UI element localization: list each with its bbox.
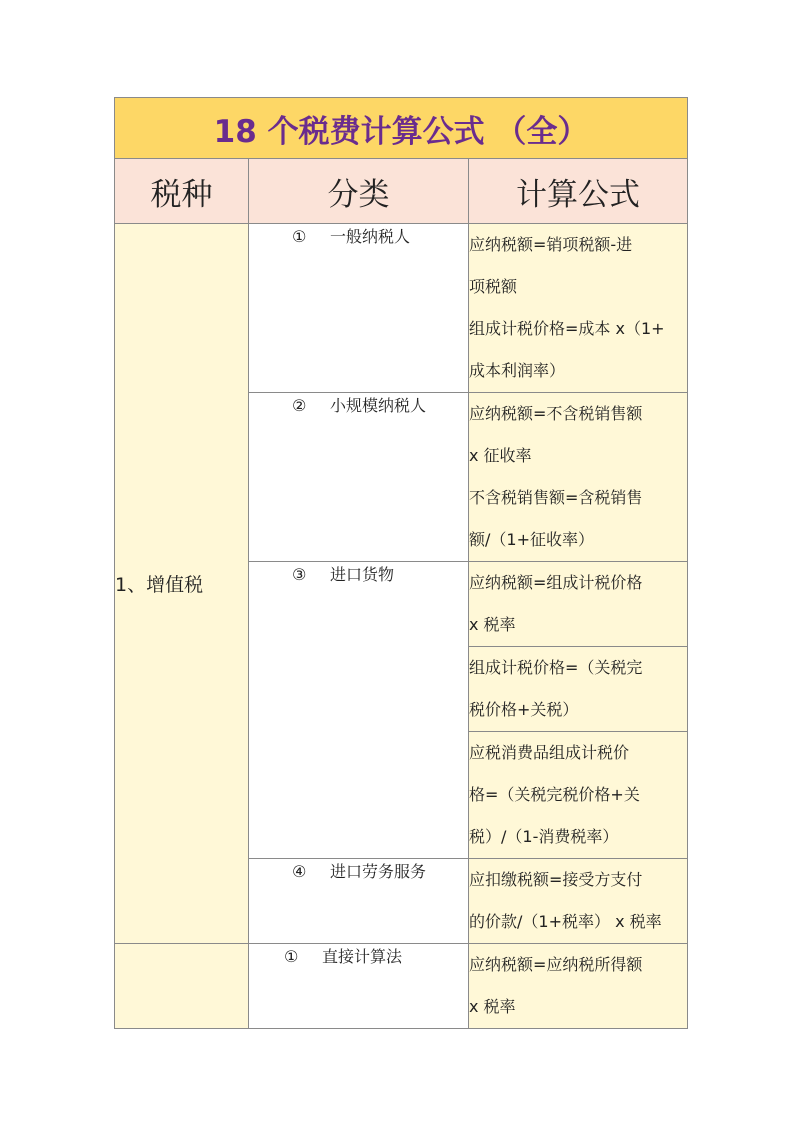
category-label: 进口货物 (330, 565, 395, 584)
category-label: 小规模纳税人 (330, 396, 427, 415)
category-label: 进口劳务服务 (330, 862, 427, 881)
category-label: 直接计算法 (322, 947, 403, 966)
category-direct-calculation (249, 944, 469, 1029)
title-row (115, 98, 688, 159)
table-row (115, 224, 688, 393)
category-small-scale-taxpayer (249, 393, 469, 562)
formula-line: 应纳税额=组成计税价格 (469, 573, 643, 592)
category-general-taxpayer (249, 224, 469, 393)
category-imported-services (249, 859, 469, 944)
header-tax: 税种 (115, 159, 249, 224)
tax-formula-table (114, 97, 688, 1029)
formula-general-taxpayer (469, 224, 688, 393)
formula-line: 税）/（1-消费税率） (469, 827, 619, 846)
formula-line: 格=（关税完税价格+关 (469, 785, 640, 804)
formula-line: 应纳税额=应纳税所得额 (469, 955, 643, 974)
formula-line: 应扣缴税额=接受方支付 (469, 870, 643, 889)
table-title: 18 个税费计算公式 （全） (115, 98, 688, 159)
formula-line: x 税率 (469, 615, 516, 634)
category-number: ④ (292, 862, 307, 881)
header-category: 分类 (249, 159, 469, 224)
tax-name-vat: 1、增值税 (115, 224, 249, 944)
table-row (115, 944, 688, 1029)
formula-line: x 征收率 (469, 446, 532, 465)
formula-line: 组成计税价格=成本 x（1+ (469, 319, 665, 338)
category-number: ① (284, 947, 299, 966)
formula-line: x 税率 (469, 997, 516, 1016)
formula-line: 额/（1+征收率） (469, 530, 594, 549)
formula-imported-goods-2 (469, 647, 688, 732)
formula-line: 应纳税额=不含税销售额 (469, 404, 643, 423)
formula-line: 项税额 (469, 277, 518, 296)
formula-imported-services (469, 859, 688, 944)
category-imported-goods (249, 562, 469, 859)
formula-line: 税价格+关税） (469, 700, 579, 719)
formula-line: 应纳税额=销项税额-进 (469, 235, 633, 254)
formula-small-scale-taxpayer (469, 393, 688, 562)
tax-name-next (115, 944, 249, 1029)
formula-imported-goods-3 (469, 732, 688, 859)
formula-line: 的价款/（1+税率） x 税率 (469, 912, 662, 931)
formula-line: 组成计税价格=（关税完 (469, 658, 643, 677)
header-formula: 计算公式 (469, 159, 688, 224)
header-row (115, 159, 688, 224)
formula-imported-goods-1 (469, 562, 688, 647)
formula-line: 成本利润率） (469, 361, 566, 380)
category-number: ② (292, 396, 307, 415)
category-label: 一般纳税人 (330, 227, 411, 246)
category-number: ① (292, 227, 307, 246)
formula-line: 不含税销售额=含税销售 (469, 488, 643, 507)
formula-direct-calculation (469, 944, 688, 1029)
formula-line: 应税消费品组成计税价 (469, 743, 630, 762)
category-number: ③ (292, 565, 307, 584)
